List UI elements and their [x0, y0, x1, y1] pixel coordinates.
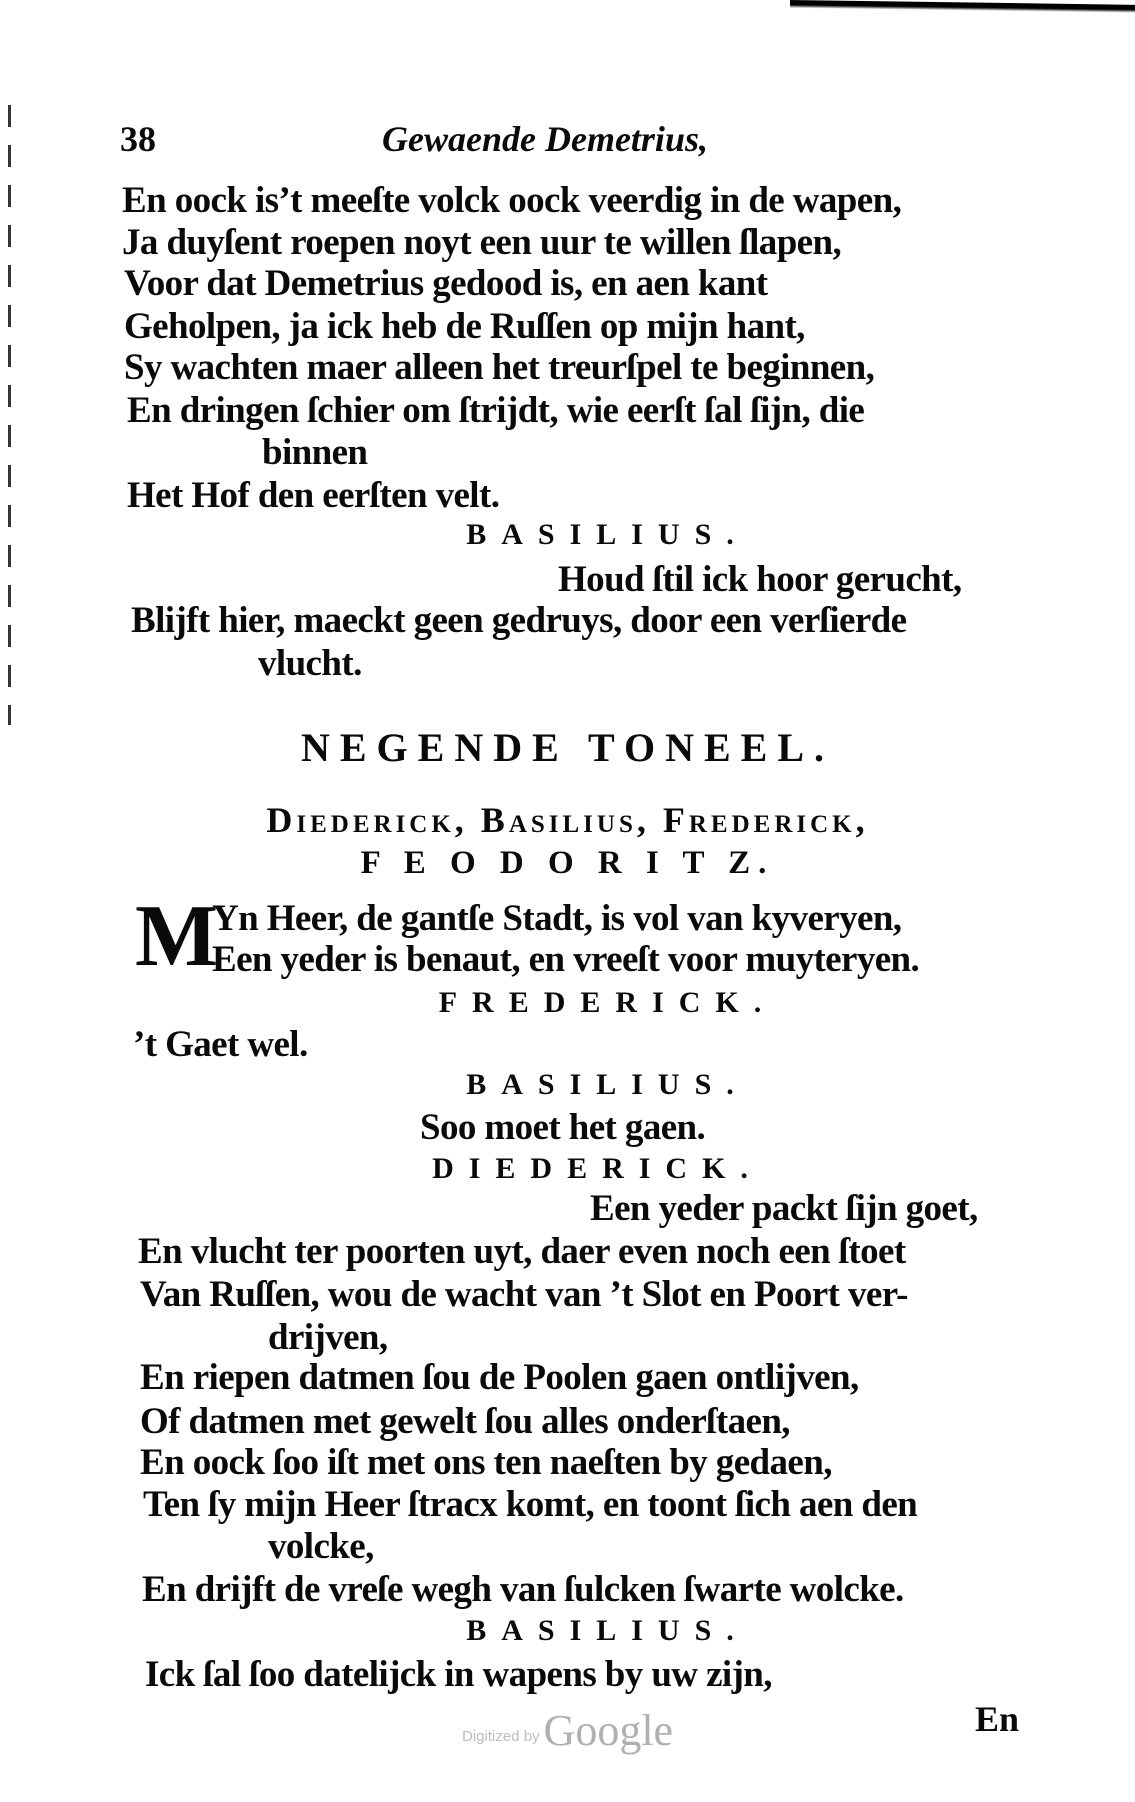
verse-line-continuation: drijven,: [268, 1317, 388, 1358]
verse-line-continuation: vlucht.: [258, 643, 362, 684]
verse-line-continuation: volcke,: [268, 1526, 374, 1567]
drop-cap: M: [135, 888, 219, 985]
verse-line: Ja duyſent roepen noyt een uur te willen ſlapen,: [122, 222, 842, 263]
verse-line: Een yeder packt ſijn goet,: [590, 1188, 978, 1229]
verse-line: Houd ſtil ick hoor gerucht,: [558, 559, 962, 600]
dramatis-personae-cont: F E O D O R I T Z.: [360, 845, 775, 881]
binding-marks: [8, 105, 11, 725]
verse-line: En oock ſoo iſt met ons ten naeſten by gedaen,: [140, 1442, 832, 1483]
verse-line: En drijft de vreſe wegh van ſulcken ſwarte wolcke.: [142, 1569, 904, 1610]
scene-heading: NEGENDE TONEEL.: [300, 725, 835, 770]
verse-line: Ten ſy mijn Heer ſtracx komt, en toont ſich aen den: [143, 1484, 918, 1525]
verse-line: Of datmen met gewelt ſou alles onderſtaen,: [140, 1401, 790, 1442]
verse-line: En oock is’t meeſte volck oock veerdig in de wapen,: [122, 180, 902, 221]
verse-line: En vlucht ter poorten uyt, daer even noch een ſtoet: [138, 1231, 906, 1272]
dramatis-personae: Diederick, Basilius, Frederick,: [266, 800, 869, 840]
speaker-frederick: FREDERICK.: [438, 986, 777, 1019]
verse-line: Blijft hier, maeckt geen gedruys, door een verſierde: [131, 600, 907, 641]
page-number: 38: [120, 119, 156, 159]
scan-edge-shadow: [790, 0, 1135, 13]
verse-line: En dringen ſchier om ſtrijdt, wie eerſt ſal ſijn, die: [127, 390, 865, 431]
verse-line: Voor dat Demetrius gedood is, en aen kant: [124, 263, 768, 304]
verse-line: En riepen datmen ſou de Poolen gaen ontlijven,: [140, 1357, 859, 1398]
speaker-basilius: BASILIUS.: [466, 1614, 749, 1647]
verse-line: Een yeder is benaut, en vreeſt voor muyteryen.: [212, 939, 920, 980]
speaker-basilius: BASILIUS.: [466, 1068, 749, 1101]
verse-line: Sy wachten maer alleen het treurſpel te beginnen,: [124, 347, 875, 388]
watermark-prefix: Digitized by: [462, 1728, 540, 1745]
digitized-by-google-watermark: [462, 1705, 673, 1756]
verse-line: Het Hof den eerſten velt.: [127, 475, 500, 516]
verse-line: Yn Heer, de gantſe Stadt, is vol van kyveryen,: [212, 898, 902, 939]
verse-line: Van Ruſſen, wou de wacht van ’t Slot en Poort ver-: [140, 1274, 908, 1315]
verse-line-continuation: binnen: [262, 432, 368, 473]
speaker-diederick: DIEDERICK.: [432, 1152, 763, 1185]
running-title: Gewaende Demetrius,: [382, 119, 708, 159]
verse-line: Soo moet het gaen.: [420, 1107, 706, 1148]
google-logo-text: Google: [543, 1706, 674, 1755]
verse-line: Geholpen, ja ick heb de Ruſſen op mijn hant,: [124, 306, 805, 347]
speaker-basilius: BASILIUS.: [466, 518, 749, 551]
verse-line: ’t Gaet wel.: [133, 1024, 308, 1065]
verse-line: Ick ſal ſoo datelijck in wapens by uw zijn,: [145, 1654, 772, 1695]
catchword: En: [975, 1699, 1020, 1739]
